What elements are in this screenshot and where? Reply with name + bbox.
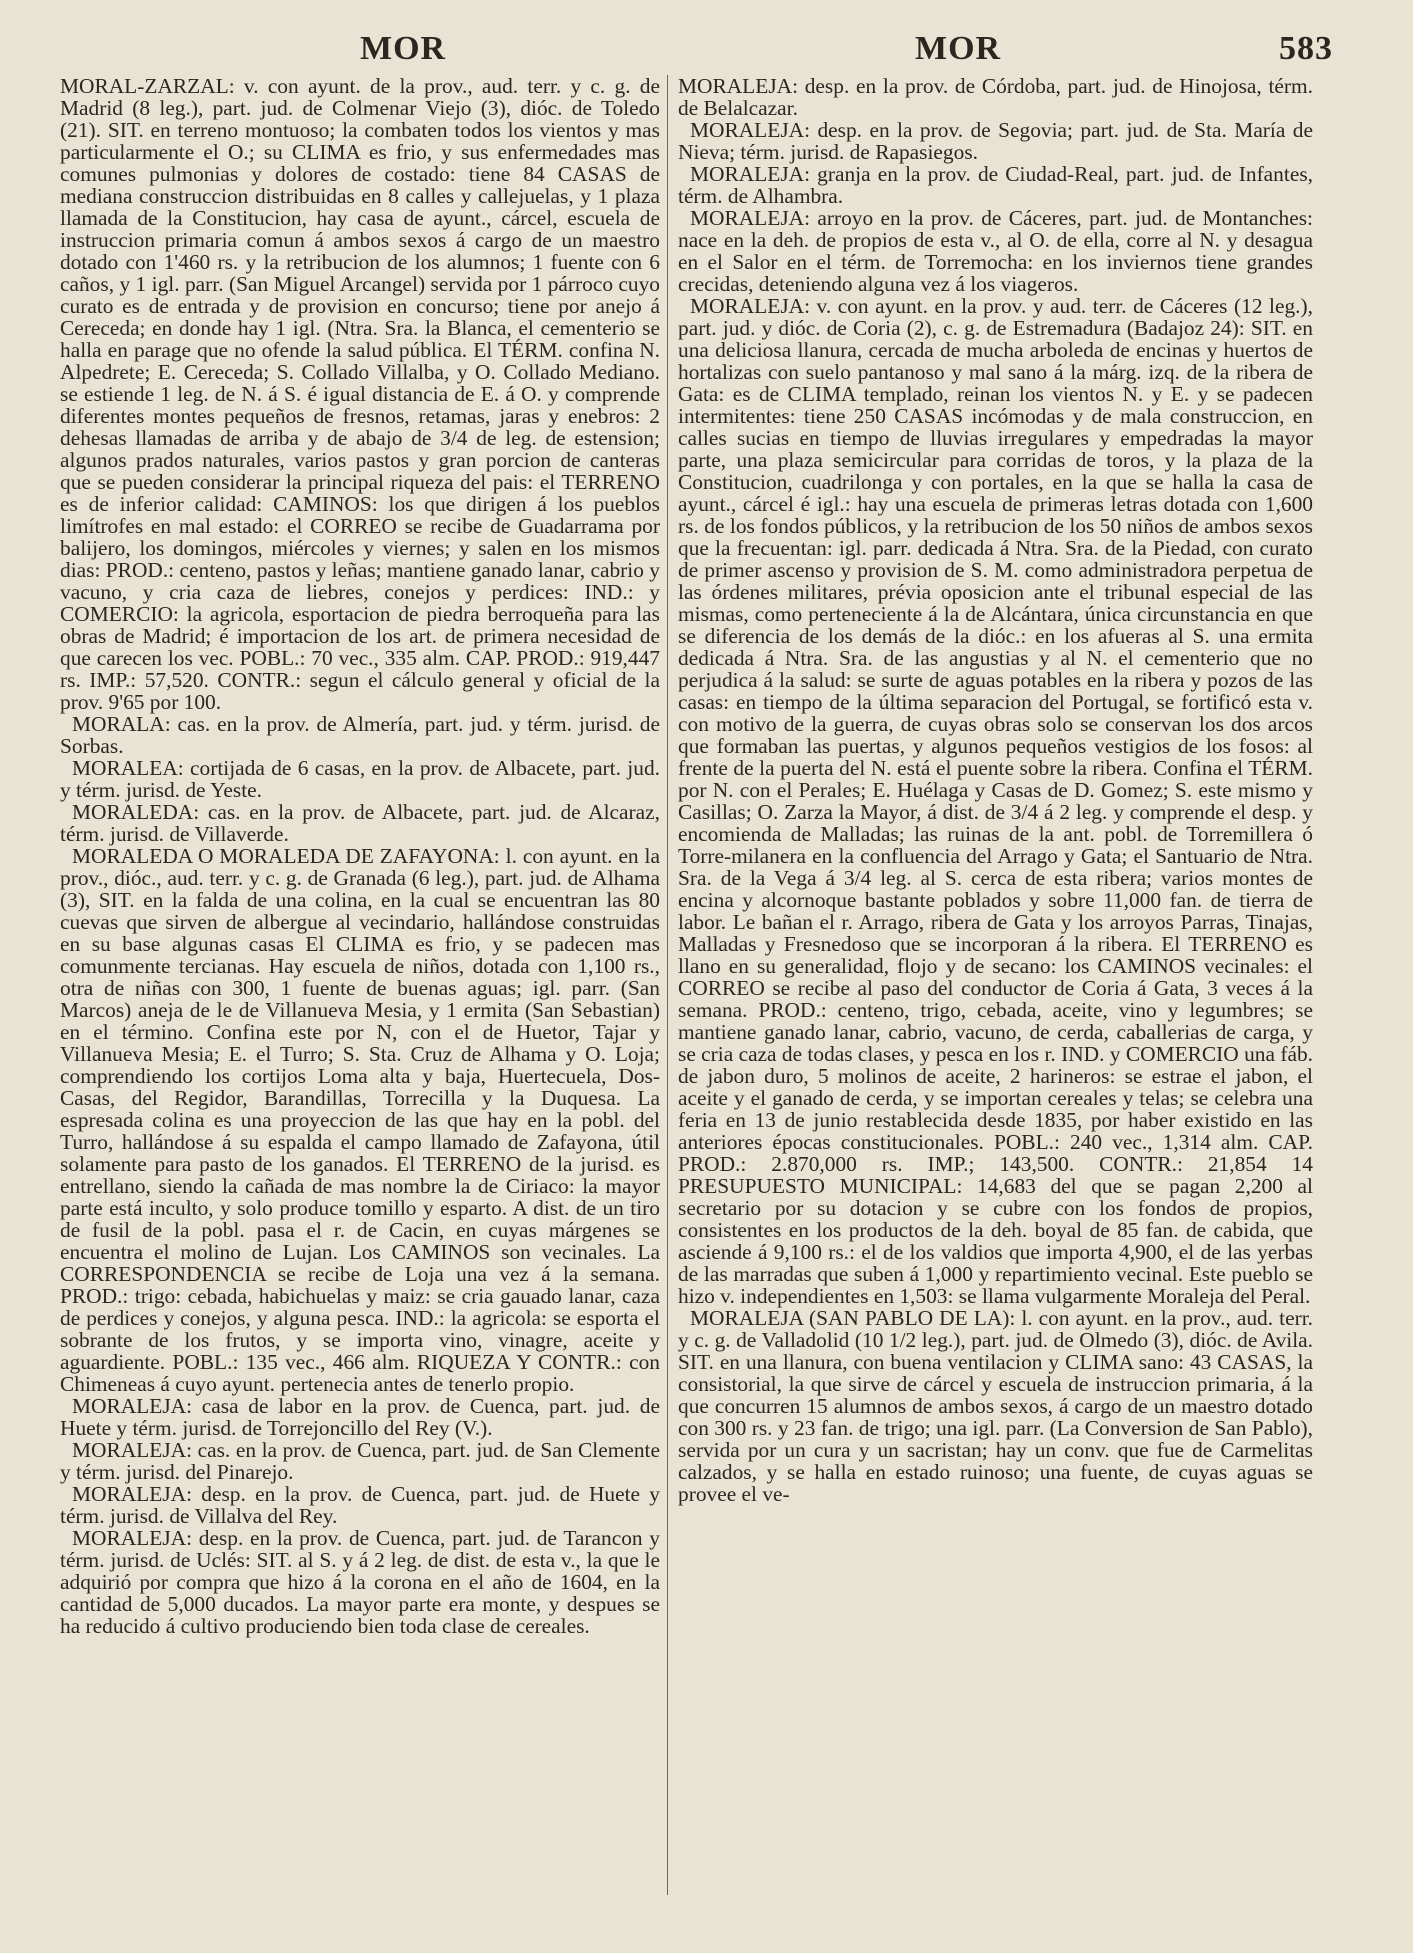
entry-moraleda: MORALEDA: cas. en la prov. de Albacete, part. jud. de Alcaraz, térm. jurisd. de Villaverde.	[60, 800, 660, 846]
entry-moraleda-de-zafayona: MORALEDA O MORALEDA DE ZAFAYONA: l. con ayunt. en la prov., dióc., aud. terr. y c. g. de Granada (6 leg.), part. jud. de Alhama (3), SIT. en la falda de una colina, en la cual se encuentran las 80 cuevas que sirven de albergue al vecindario, hallándose construidas en su base algunas casas El CLIMA es frio, y se padecen mas comunmente tercianas. Hay escuela de niños, dotada con 1,100 rs., otra de niñas con 300, 1 fuente de buenas aguas; igl. parr. (San Marcos) aneja de le de Villanueva Mesia, y 1 ermita (San Sebastian) en el término. Confina este por N, con el de Huetor, Tajar y Villanueva Mesia; E. el Turro; S. Sta. Cruz de Alhama y O. Loja; comprendiendo los cortijos Loma alta y baja, Huertecuela, Dos-Casas, del Regidor, Barandillas, Torrecilla y la Duquesa. La espresada colina es una proyeccion de las que hay en la pobl. del Turro, hallándose á su espalda el campo llamado de Zafayona, útil solamente para pasto de los ganados. El TERRENO de la jurisd. es entrellano, siendo la cañada de mas nombre la de Ciriaco: la mayor parte está inculto, y solo produce tomillo y esparto. A dist. de un tiro de fusil de la pobl. pasa el r. de Cacin, en cuyas márgenes se encuentra el molino de Lujan. Los CAMINOS son vecinales. La CORRESPONDENCIA se recibe de Loja una vez á la semana. PROD.: trigo: cebada, habichuelas y maiz: se cria gauado lanar, caza de perdices y conejos, y alguna pesca. IND.: la agricola: se esporta el sobrante de los frutos, y se importa vino, vinagre, aceite y aguardiente. POBL.: 135 vec., 466 alm. RIQUEZA Y CONTR.: con Chimeneas á cuyo ayunt. pertenecia antes de tenerlo propio.	[60, 844, 660, 1396]
entry-moraleja-villa-caceres: MORALEJA: v. con ayunt. en la prov. y aud. terr. de Cáceres (12 leg.), part. jud. y dióc. de Coria (2), c. g. de Estremadura (Badajoz 24): SIT. en una deliciosa llanura, cercada de mucha arboleda de encinas y huertos de hortalizas con suelo pantanoso y mal sano á la márg. izq. de la ribera de Gata: es de CLIMA templado, reinan los vientos N. y E. y se padecen intermitentes: tiene 250 CASAS incómodas y de mala construccion, en calles sucias en tiempo de lluvias irregulares y empedradas la mayor parte, una plaza semicircular para corridas de toros, y la plaza de la Constitucion, cuadrilonga y con portales, en la que se halla la casa de ayunt., cárcel é igl.: hay una escuela de primeras letras dotada con 1,600 rs. de los fondos públicos, y la retribucion de los 50 niños de ambos sexos que la frecuentan: igl. parr. dedicada á Ntra. Sra. de la Piedad, con curato de primer ascenso y provision de S. M. como administradora perpetua de las órdenes militares, prévia oposicion ante el tribunal especial de las mismas, como perteneciente á la de Alcántara, única circunstancia en que se diferencia de los demás de la dióc.: en los afueras al S. una ermita dedicada á Ntra. Sra. de las angustias y al N. el cementerio que no perjudica á la salud: se surte de aguas potables en la ribera y pozos de las casas: en tiempo de la última separacion del Portugal, se fortificó esta v. con motivo de la guerra, de cuyas obras solo se conservan los dos arcos que formaban las puertas, y algunos pequeños vestigios de los fosos: al frente de la puerta del N. está el puente sobre la ribera. Confina el TÉRM. por N. con el Perales; E. Huélaga y Casas de D. Gomez; S. este mismo y Casillas; O. Zarza la Mayor, á dist. de 3/4 á 2 leg. y comprende el desp. y encomienda de Malladas; las ruinas de la ant. pobl. de Torremillera ó Torre-milanera en la confluencia del Arrago y Gata; el Santuario de Ntra. Sra. de la Vega á 3/4 leg. al S. cerca de esta ribera; varios montes de encina y alcornoque bastante poblados y sobre 11,000 fan. de tierra de labor. Le bañan el r. Arrago, ribera de Gata y los arroyos Parras, Tinajas, Malladas y Fresnedoso que se incorporan á la ribera. El TERRENO es llano en su generalidad, flojo y de secano: los CAMINOS vecinales: el CORREO se recibe al paso del conductor de Coria á Gata, 3 veces á la semana. PROD.: centeno, trigo, cebada, aceite, vino y legumbres; se mantiene ganado lanar, cabrio, vacuno, de cerda, caballerias de carga, y se cria caza de todas clases, y pesca en los r. IND. y COMERCIO una fáb. de jabon duro, 5 molinos de aceite, 2 harineros: se estrae el jabon, el aceite y el ganado de cerda, y se importan cereales y telas; se celebra una feria en 13 de junio restablecida desde 1835, por haber existido en las anteriores épocas constitucionales. POBL.: 240 vec., 1,314 alm. CAP. PROD.: 2.870,000 rs. IMP.; 143,500. CONTR.: 21,854 14 PRESUPUESTO MUNICIPAL: 14,683 del que se pagan 2,200 al secretario por su dotacion y se cubre con los fondos de propios, consistentes en los productos de la deh. boyal de 85 fan. de cabida, que asciende á 9,100 rs.: el de los valdios que importa 4,900, el de las yerbas de las marradas que suben á 1,000 y repartimiento vecinal. Este pueblo se hizo v. independientes en 1,503: se llama vulgarmente Moraleja del Peral.	[678, 294, 1313, 1308]
entry-moraleja-cuenca-villalva: MORALEJA: desp. en la prov. de Cuenca, part. jud. de Huete y térm. jurisd. de Villalva del Rey.	[60, 1482, 660, 1528]
entry-moral-zarzal: MORAL-ZARZAL: v. con ayunt. de la prov., aud. terr. y c. g. de Madrid (8 leg.), part. jud. de Colmenar Viejo (3), dióc. de Toledo (21). SIT. en terreno montuoso; la combaten todos los vientos y mas particularmente el O.; su CLIMA es frio, y sus enfermedades mas comunes pulmonias y dolores de costado: tiene 84 CASAS de mediana construccion distribuidas en 8 calles y callejuelas, y 1 plaza llamada de la Constitucion, hay casa de ayunt., cárcel, escuela de instruccion primaria comun á ambos sexos á cargo de un maestro dotado con 1'460 rs. y la retribucion de los alumnos; 1 fuente con 6 caños, y 1 igl. parr. (San Miguel Arcangel) servida por 1 párroco cuyo curato es de entrada y de provision en concurso; tiene por anejo á Cereceda; en donde hay 1 igl. (Ntra. Sra. la Blanca, el cementerio se halla en parage que no ofende la salud pública. El TÉRM. confina N. Alpedrete; E. Cereceda; S. Collado Villalba, y O. Collado Mediano. se estiende 1 leg. de N. á S. é igual distancia de E. á O. y comprende diferentes montes pequeños de fresnos, retamas, jaras y enebros: 2 dehesas llamadas de arriba y de abajo de 3/4 de leg. de estension; algunos prados naturales, varios pastos y gran porcion de canteras que se pueden considerar la principal riqueza del pais: el TERRENO es de inferior calidad: CAMINOS: los que dirigen á los pueblos limítrofes en mal estado: el CORREO se recibe de Guadarrama por balijero, los domingos, miércoles y viernes; y salen en los mismos dias: PROD.: centeno, pastos y leñas; mantiene ganado lanar, cabrio y vacuno, y cria caza de liebres, conejos y perdices: IND.: y COMERCIO: la agricola, esportacion de piedra berroqueña para las obras de Madrid; é importacion de los art. de primera necesidad de que carecen los vec. POBL.: 70 vec., 335 alm. CAP. PROD.: 919,447 rs. IMP.: 57,520. CONTR.: segun el cálculo general y oficial de la prov. 9'65 por 100.	[60, 75, 660, 714]
right-column	[678, 75, 1313, 1935]
left-running-head: MOR	[360, 30, 447, 67]
entry-moraleja-ciudad-real: MORALEJA: granja en la prov. de Ciudad-Real, part. jud. de Infantes, térm. de Alhambra.	[678, 162, 1313, 208]
right-running-head: MOR	[915, 30, 1002, 67]
entry-moraleja-segovia: MORALEJA: desp. en la prov. de Segovia; part. jud. de Sta. María de Nieva; térm. jurisd. de Rapasiegos.	[678, 118, 1313, 164]
entry-morala: MORALA: cas. en la prov. de Almería, part. jud. y térm. jurisd. de Sorbas.	[60, 712, 660, 758]
entry-moraleja-cordoba: MORALEJA: desp. en la prov. de Córdoba, part. jud. de Hinojosa, térm. de Belalcazar.	[678, 75, 1313, 120]
left-column	[60, 75, 660, 1935]
entry-moraleja-cuenca-tarancon: MORALEJA: desp. en la prov. de Cuenca, part. jud. de Tarancon y térm. jurisd. de Uclés: SIT. al S. y á 2 leg. de dist. de esta v., la que le adquirió por compra que hizo á la corona en el año de 1604, en la cantidad de 5,000 ducados. La mayor parte era monte, y despues se ha reducido á cultivo produciendo bien toda clase de cereales.	[60, 1526, 660, 1638]
entry-moraleja-cuenca-huete-casa: MORALEJA: casa de labor en la prov. de Cuenca, part. jud. de Huete y térm. jurisd. de Torrejoncillo del Rey (V.).	[60, 1394, 660, 1440]
entry-moralea: MORALEA: cortijada de 6 casas, en la prov. de Albacete, part. jud. y térm. jurisd. de Yeste.	[60, 756, 660, 802]
text-columns	[60, 75, 1360, 1935]
entry-moraleja-cuenca-san-clemente: MORALEJA: cas. en la prov. de Cuenca, part. jud. de San Clemente y térm. jurisd. del Pinarejo.	[60, 1438, 660, 1484]
column-divider	[667, 75, 668, 1895]
entry-moraleja-san-pablo: MORALEJA (SAN PABLO DE LA): l. con ayunt. en la prov., aud. terr. y c. g. de Valladolid (10 1/2 leg.), part. jud. de Olmedo (3), dióc. de Avila. SIT. en una llanura, con buena ventilacion y CLIMA sano: 43 CASAS, la consistorial, la que sirve de cárcel y escuela de instruccion primaria, á la que concurren 15 alumnos de ambos sexos, á cargo de un maestro dotado con 300 rs. y 23 fan. de trigo; una igl. parr. (La Conversion de San Pablo), servida por un cura y un sacristan; hay un conv. que fue de Carmelitas calzados, y se halla en estado ruinoso; una fuente, de cuyas aguas se provee el ve-	[678, 1306, 1313, 1506]
page-number: 583	[1279, 30, 1333, 67]
page-header	[60, 30, 1353, 74]
entry-moraleja-arroyo-caceres: MORALEJA: arroyo en la prov. de Cáceres, part. jud. de Montanches: nace en la deh. de propios de esta v., al O. de ella, corre al N. y desagua en el Salor en el térm. de Torremocha: en los inviernos tiene grandes crecidas, deteniendo alguna vez á los viageros.	[678, 206, 1313, 296]
